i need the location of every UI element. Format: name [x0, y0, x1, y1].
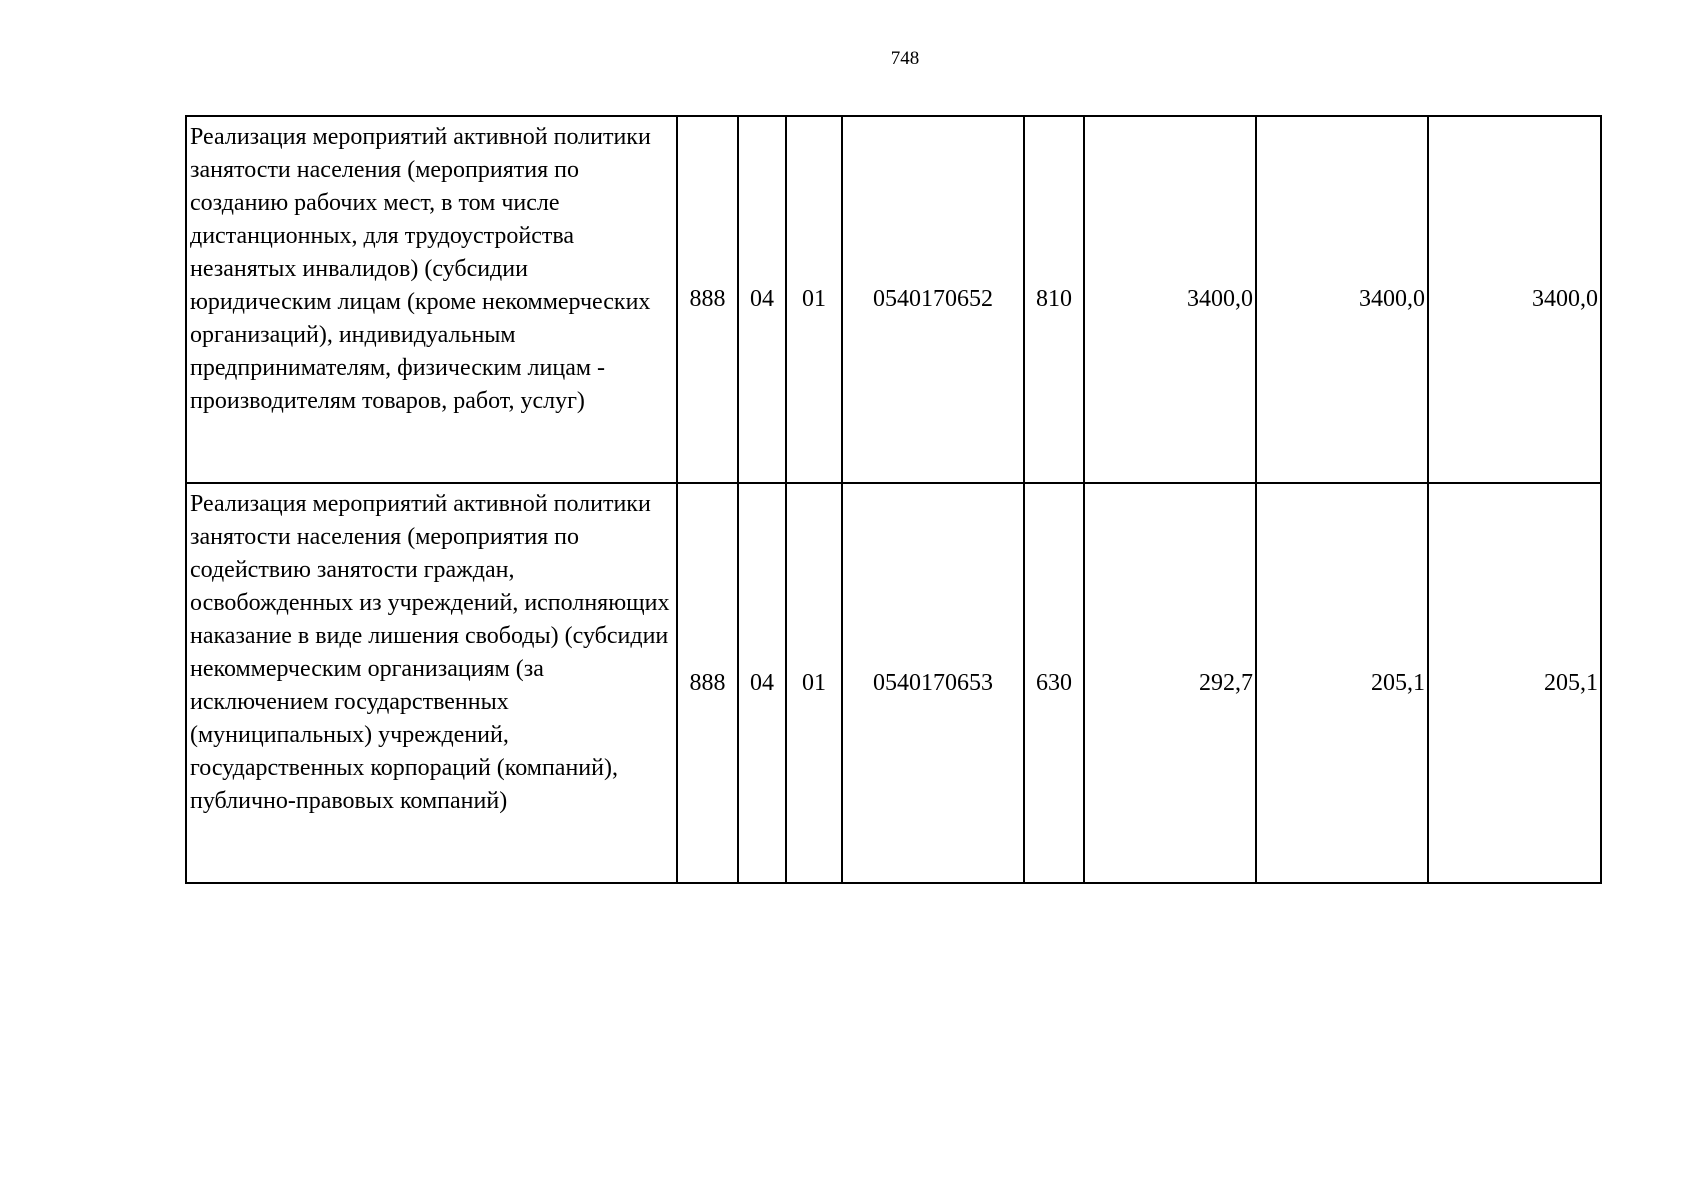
row-description: Реализация мероприятий активной политики занятости населения (мероприятия по содействию занятости граждан, освобожденных из учреждений, исполняющих наказание в виде лишения свободы) (субсидии некоммерческим организациям (за исключением государственных (муниципальных) учреждений, государственных корпораций (компаний), публично-правовых компаний)	[186, 483, 677, 883]
page-number: 748	[890, 48, 920, 69]
expense-type-code: 810	[1024, 116, 1084, 483]
subsection-code: 01	[786, 116, 842, 483]
target-article-code: 0540170653	[842, 483, 1024, 883]
table-row	[186, 483, 1601, 883]
amount-year-1: 292,7	[1084, 483, 1256, 883]
expense-type-code: 630	[1024, 483, 1084, 883]
subsection-code: 01	[786, 483, 842, 883]
table-row	[186, 116, 1601, 483]
section-code: 04	[738, 116, 786, 483]
amount-year-2: 3400,0	[1256, 116, 1428, 483]
amount-year-3: 3400,0	[1428, 116, 1601, 483]
amount-year-3: 205,1	[1428, 483, 1601, 883]
ministry-code: 888	[677, 116, 738, 483]
amount-year-2: 205,1	[1256, 483, 1428, 883]
section-code: 04	[738, 483, 786, 883]
budget-table	[185, 115, 1602, 884]
amount-year-1: 3400,0	[1084, 116, 1256, 483]
row-description: Реализация мероприятий активной политики занятости населения (мероприятия по созданию рабочих мест, в том числе дистанционных, для трудоустройства незанятых инвалидов) (субсидии юридическим лицам (кроме некоммерческих организаций), индивидуальным предпринимателям, физическим лицам - производителям товаров, работ, услуг)	[186, 116, 677, 483]
target-article-code: 0540170652	[842, 116, 1024, 483]
ministry-code: 888	[677, 483, 738, 883]
